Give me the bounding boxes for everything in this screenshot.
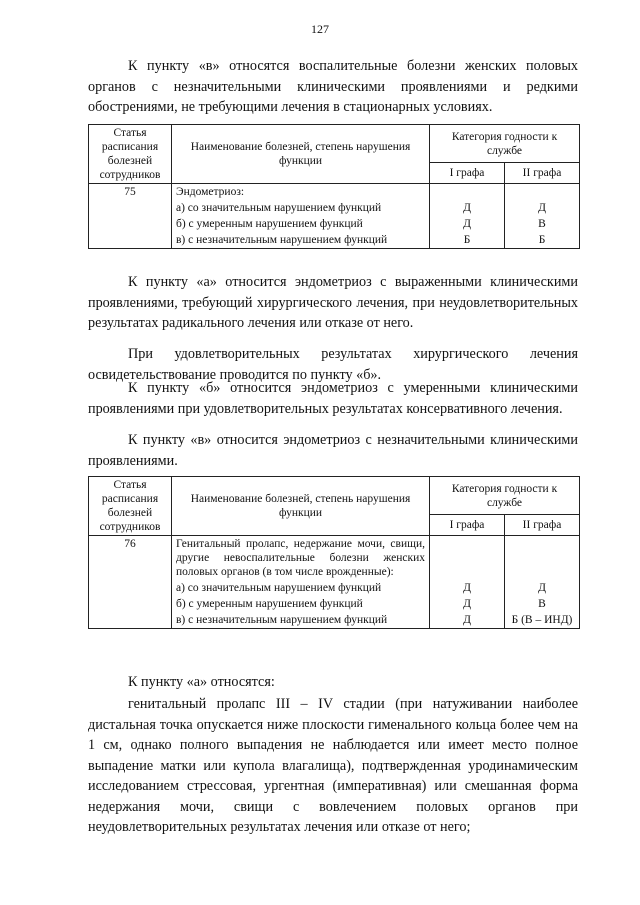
paragraph-point-v: К пункту «в» относится эндометриоз с незначительными клиническими проявлениями. — [88, 432, 578, 469]
empty-cell — [430, 184, 505, 201]
table-row-label: а) со значительным нарушением функций — [172, 580, 430, 596]
table-row-label: а) со значительным нарушением функций — [172, 200, 430, 216]
header-col-2: II графа — [505, 515, 580, 536]
table-row-g2: В — [505, 596, 580, 612]
empty-cell — [505, 184, 580, 201]
schedule-table-76 — [88, 476, 580, 629]
table-row-g1: Д — [430, 596, 505, 612]
header-col-1: I графа — [430, 163, 505, 184]
table-row-g2: Д — [505, 580, 580, 596]
paragraph-point-b: К пункту «б» относится эндометриоз с умеренными клиническими проявлениями при удовлетворительных результатах консервативного лечения. — [88, 380, 578, 417]
header-article: Статья расписания болезней сотрудников — [89, 125, 172, 184]
disease-title: Генитальный пролапс, недержание мочи, свищи, другие невоспалительные болезни женских половых органов (в том числе врожденные): — [172, 536, 430, 581]
header-col-1: I графа — [430, 515, 505, 536]
disease-title: Эндометриоз: — [172, 184, 430, 201]
header-name: Наименование болезней, степень нарушения функции — [172, 477, 430, 536]
page-number: 127 — [311, 22, 329, 36]
table-row-g1: Д — [430, 612, 505, 629]
table-row-g1: Д — [430, 216, 505, 232]
table-row-g1: Д — [430, 580, 505, 596]
header-category: Категория годности к службе — [430, 125, 580, 163]
table-row-g2: В — [505, 216, 580, 232]
paragraph-genital-prolapse: генитальный пролапс III – IV стадии (при натуживании наиболее дистальная точка опускается ниже плоскости гименального кольца более чем на 1 см, однако полного выпадения не наблюдается или имеет место полное выпадение матки или купола влагалища), подтвержденная уродинамическим исследованием стрессовая, ургентная (императивная) или смешанная форма недержания мочи, свищи с вовлечением половых органов при неудовлетворительных результатах лечения или отказе от него; — [88, 696, 578, 835]
table-row-g2: Б (В – ИНД) — [505, 612, 580, 629]
table-row-g2: Б — [505, 232, 580, 249]
schedule-table-75 — [88, 124, 580, 249]
article-number: 76 — [89, 536, 172, 629]
header-category: Категория годности к службе — [430, 477, 580, 515]
header-article: Статья расписания болезней сотрудников — [89, 477, 172, 536]
table-row-g1: Д — [430, 200, 505, 216]
header-col-2: II графа — [505, 163, 580, 184]
table-row-g1: Б — [430, 232, 505, 249]
table-row-label: б) с умеренным нарушением функций — [172, 596, 430, 612]
paragraph-inflammatory: К пункту «в» относятся воспалительные болезни женских половых органов с незначительными клиническими проявлениями и редкими обострениями, не требующими лечения в стационарных условиях. — [88, 58, 578, 115]
table-row-label: б) с умеренным нарушением функций — [172, 216, 430, 232]
empty-cell — [505, 536, 580, 581]
paragraph-point-a: К пункту «а» относится эндометриоз с выраженными клиническими проявлениями, требующий хирургического лечения, при неудовлетворительных результатах радикального лечения или отказе от него. — [88, 274, 578, 331]
empty-cell — [430, 536, 505, 581]
paragraph-surgery: При удовлетворительных результатах хирургического лечения освидетельствование проводится по пункту «б». — [88, 346, 578, 383]
table-row-g2: Д — [505, 200, 580, 216]
table-row-label: в) с незначительным нарушением функций — [172, 232, 430, 249]
table-row-label: в) с незначительным нарушением функций — [172, 612, 430, 629]
paragraph-point-a-intro: К пункту «а» относятся: — [128, 674, 275, 690]
header-name: Наименование болезней, степень нарушения функции — [172, 125, 430, 184]
article-number: 75 — [89, 184, 172, 249]
